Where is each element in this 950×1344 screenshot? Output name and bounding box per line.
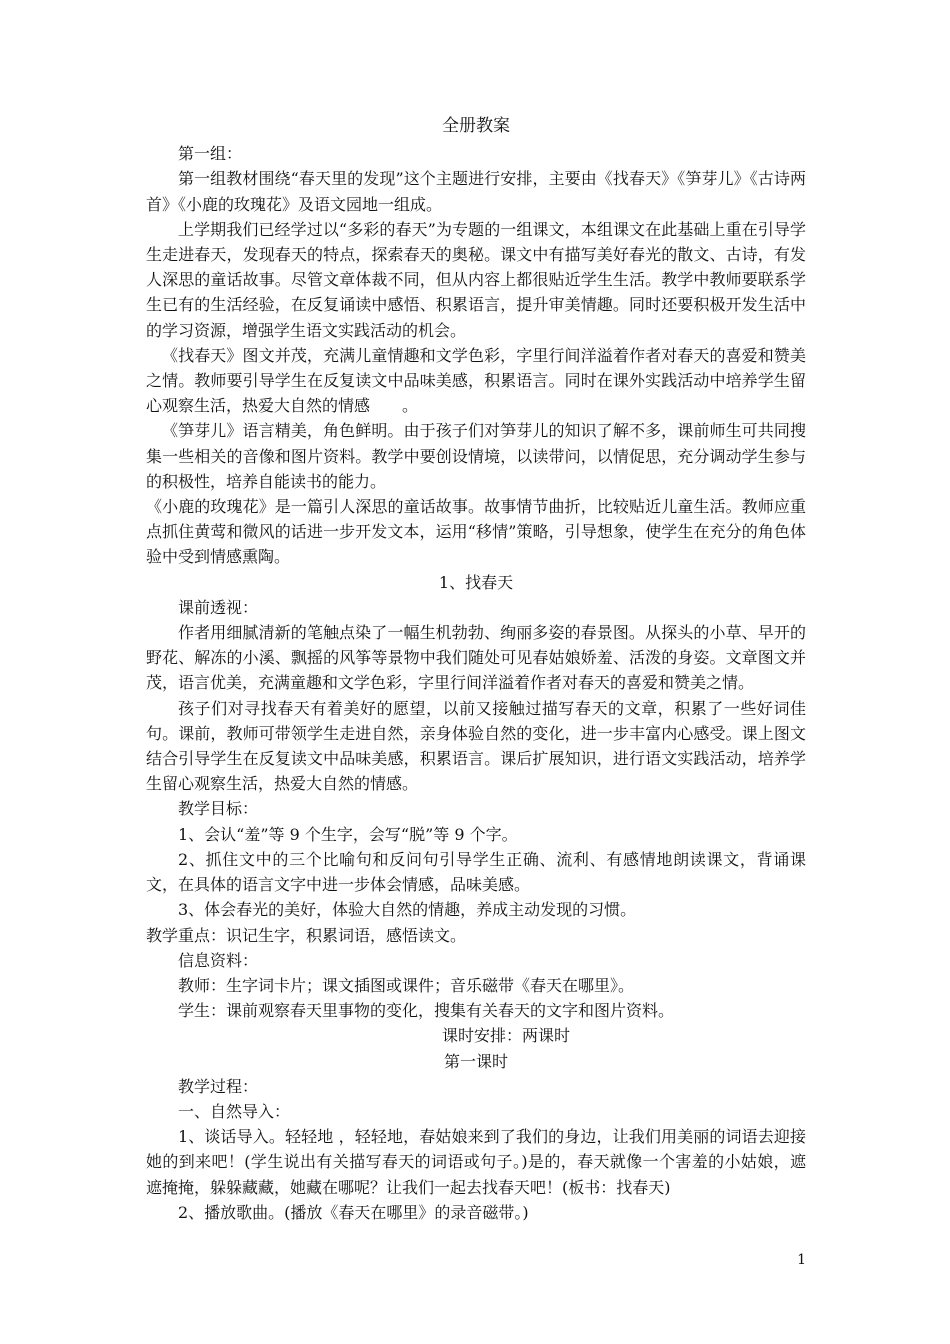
- lesson-title: 1、找春天: [438, 572, 514, 592]
- goal-3: 3、体会春光的美好，体验大自然的情趣，养成主动发现的习惯。: [178, 900, 637, 920]
- step-1-2: 2、播放歌曲。(播放《春天在哪里》的录音磁带。): [178, 1202, 529, 1222]
- goal-2: 2、抓住文中的三个比喻句和反问句引导学生正确、流利、有感情地朗读课文，背诵课文，在具体的语言文字中进一步体会情感，品味美感。: [146, 849, 806, 895]
- preview-heading: 课前透视：: [178, 597, 259, 617]
- sunyaer-paragraph: 《笋芽儿》语言精美，角色鲜明。由于孩子们对笋芽儿的知识了解不多，课前师生可共同搜集一些相关的音像和图片资料。教学中要创设情境，以读带问，以情促思，充分调动学生参与的积极性，培养自能读书的能力。: [146, 421, 806, 491]
- process-heading: 教学过程：: [178, 1076, 259, 1096]
- first-period-heading: 第一课时: [443, 1051, 508, 1071]
- preview-paragraph-2: 孩子们对寻找春天有着美好的愿望，以前又接触过描写春天的文章，积累了一些好词佳句。课前，教师可带领学生走进自然，亲身体验自然的变化，进一步丰富内心感受。课上图文结合引导学生在反复读文中品味美感，积累语言。课后扩展知识，进行语文实践活动，培养学生留心观察生活，热爱大自然的情感。: [146, 698, 806, 794]
- zhaochuntian-paragraph: 《找春天》图文并茂，充满儿童情趣和文学色彩，字里行间洋溢着作者对春天的喜爱和赞美之情。教师要引导学生在反复读文中品味美感，积累语言。同时在课外实践活动中培养学生留心观察生活，热爱大自然的情感 。: [146, 345, 806, 416]
- page-number: 1: [797, 1252, 806, 1268]
- goal-1: 1、会认“羞”等 9 个生字，会写“脱”等 9 个字。: [178, 824, 518, 844]
- document-page: [146, 114, 806, 1225]
- info-heading: 信息资料：: [178, 950, 259, 970]
- overview-paragraph: 上学期我们已经学过以“多彩的春天”为专题的一组课文，本组课文在此基础上重在引导学生走进春天，发现春天的特点，探索春天的奥秘。课文中有描写美好春光的散文、古诗，有发人深思的童话故事。尽管文章体裁不同，但从内容上都很贴近学生生活。教学中教师要联系学生已有的生活经验，在反复诵读中感悟、积累语言，提升审美情趣。同时还要积极开发生活中的学习资源，增强学生语文实践活动的机会。: [146, 219, 806, 340]
- intro-paragraph: 第一组教材围绕“春天里的发现”这个主题进行安排，主要由《找春天》《笋芽儿》《古诗两首》《小鹿的玫瑰花》及语文园地一组成。: [146, 169, 806, 214]
- document-title: 全册教案: [442, 116, 510, 136]
- step-1-1: 1、谈话导入。轻轻地 ，轻轻地，春姑娘来到了我们的身边，让我们用美丽的词语去迎接她的到来吧！(学生说出有关描写春天的词语或句子。)是的，春天就像一个害羞的小姑娘，遮遮掩掩，躲躲藏藏，她藏在哪呢？让我们一起去找春天吧！(板书：找春天): [146, 1127, 806, 1197]
- step-1-heading: 一、自然导入：: [178, 1101, 291, 1121]
- time-plan: 课时安排：两课时: [441, 1026, 570, 1046]
- group-heading: 第一组：: [178, 144, 243, 164]
- info-teacher: 教师：生字词卡片；课文插图或课件；音乐磁带《春天在哪里》。: [178, 975, 635, 995]
- info-student: 学生：课前观察春天里事物的变化，搜集有关春天的文字和图片资料。: [178, 1001, 675, 1021]
- key-points: 教学重点：识记生字，积累词语，感悟读文。: [146, 925, 467, 945]
- xiaolu-paragraph: 《小鹿的玫瑰花》是一篇引人深思的童话故事。故事情节曲折，比较贴近儿童生活。教师应重点抓住黄莺和微风的话进一步开发文本，运用“移情”策略，引导想象，使学生在充分的角色体验中受到情感熏陶。: [146, 497, 806, 567]
- goals-heading: 教学目标：: [178, 799, 259, 819]
- preview-paragraph-1: 作者用细腻清新的笔触点染了一幅生机勃勃、绚丽多姿的春景图。从探头的小草、早开的野花、解冻的小溪、飘摇的风筝等景物中我们随处可见春姑娘娇羞、活泼的身姿。文章图文并茂，语言优美，充满童趣和文学色彩，字里行间洋溢着作者对春天的喜爱和赞美之情。: [146, 623, 806, 693]
